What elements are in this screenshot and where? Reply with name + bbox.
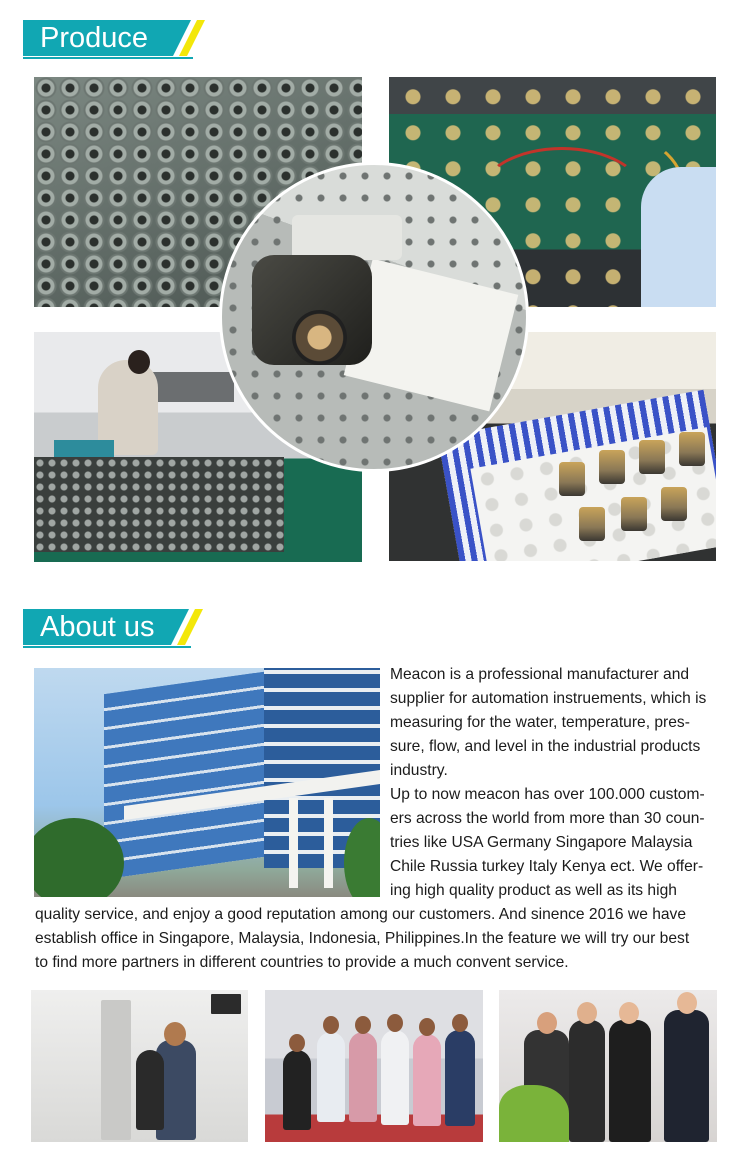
about-line: to find more partners in different countries to provide a much convent service. (35, 954, 569, 971)
building-column (324, 798, 333, 888)
sensor (639, 440, 665, 474)
about-section-banner (23, 609, 201, 645)
about-description-inset (390, 663, 722, 903)
person (413, 1034, 441, 1126)
person (283, 1050, 311, 1130)
sensor (559, 462, 585, 496)
person (136, 1050, 164, 1130)
banner-underline (23, 57, 193, 59)
person-head (289, 1034, 305, 1052)
sensor (621, 497, 647, 531)
monitor (211, 994, 241, 1014)
about-line: measuring for the water, temperature, pres- (390, 714, 690, 731)
about-line: industry. (390, 762, 448, 779)
person (569, 1020, 605, 1142)
control-panel (292, 215, 402, 260)
person-head (619, 1002, 639, 1024)
person (445, 1030, 475, 1126)
about-line: tries like USA Germany Singapore Malaysia (390, 834, 693, 851)
person (381, 1030, 409, 1125)
about-line: Chile Russia turkey Italy Kenya ect. We offer- (390, 858, 704, 875)
person-head (452, 1014, 468, 1032)
laser-lens (292, 310, 347, 365)
produce-section-banner (23, 20, 203, 56)
about-line: supplier for automation instruements, which is (390, 690, 707, 707)
company-building-photo (34, 668, 380, 897)
person (349, 1032, 377, 1122)
person (609, 1020, 651, 1142)
parts-tray (34, 457, 284, 552)
person-head (419, 1018, 435, 1036)
person-head (323, 1016, 339, 1034)
showroom-visit-photo (31, 990, 248, 1142)
person-head (677, 992, 697, 1014)
display-stand (101, 1000, 131, 1140)
sensor (679, 432, 705, 466)
sensor (661, 487, 687, 521)
person-head (355, 1016, 371, 1034)
sensor (579, 507, 605, 541)
about-line: sure, flow, and level in the industrial products (390, 738, 701, 755)
person-head (537, 1012, 557, 1034)
person-head (577, 1002, 597, 1024)
plant (499, 1085, 569, 1142)
trade-show-team-photo (265, 990, 483, 1142)
person (664, 1010, 709, 1142)
banner-underline (23, 646, 191, 648)
about-line: establish office in Singapore, Malaysia, Indonesia, Philippines.In the feature we will try our best (35, 930, 690, 947)
person-head (164, 1022, 186, 1046)
about-line: Meacon is a professional manufacturer and (390, 666, 690, 683)
person-head (387, 1014, 403, 1032)
about-line: ers across the world from more than 30 coun- (390, 810, 705, 827)
worker-sleeve (641, 167, 716, 307)
about-description-continued (35, 903, 725, 975)
sensor (599, 450, 625, 484)
person (317, 1032, 345, 1122)
about-line: quality service, and enjoy a good reputation among our customers. And sinence 2016 we have (35, 906, 687, 923)
about-line: ing high quality product as well as its high (390, 882, 677, 899)
about-heading: About us (40, 611, 155, 643)
business-meeting-photo (499, 990, 717, 1142)
about-line: Up to now meacon has over 100.000 custom- (390, 786, 705, 803)
worker-head (128, 350, 150, 374)
laser-marking-machine-photo (219, 162, 529, 472)
building-column (289, 798, 298, 888)
produce-heading: Produce (40, 22, 149, 54)
